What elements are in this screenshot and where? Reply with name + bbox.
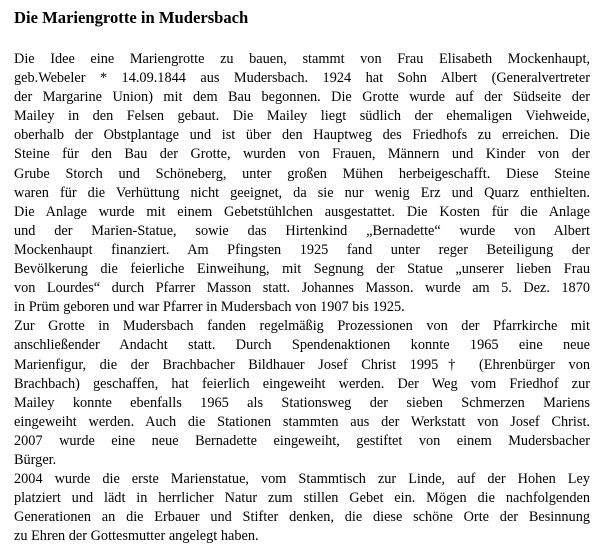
- paragraph: [14, 470, 590, 546]
- text-line: Grube Storch und Schöneberg, unter großen Mühen herbeigeschafft. Diese Steine: [14, 165, 590, 182]
- text-line: zu Ehren der Gottesmutter angelegt haben.: [14, 528, 259, 545]
- text-line: von Lourdes“ durch Pfarrer Masson statt. Johannes Masson. wurde am 5. Dez. 1870: [14, 280, 590, 297]
- text-line: oberhalb der Obstplantage und ist über den Hauptweg des Friedhofs zu erreichen. Die: [14, 127, 590, 144]
- text-line: Zur Grotte in Mudersbach fanden regelmäßig Prozessionen von der Pfarrkirche mit: [14, 318, 590, 335]
- text-line: 2007 wurde eine neue Bernadette eingeweiht, gestiftet von einem Mudersbacher: [14, 432, 590, 449]
- text-line: Bürger.: [14, 451, 57, 468]
- text-line: Marienfigur, die der Brachbacher Bildhauer Josef Christ 1995† (Ehrenbürger von: [14, 356, 590, 373]
- text-line: und der Marien-Statue, sowie das Hirtenkind „Bernadette“ wurde von Albert: [14, 222, 590, 239]
- text-line: anschließender Andacht statt. Durch Spendenaktionen konnte 1965 eine neue: [14, 337, 590, 354]
- text-line: waren für die Verhüttung nicht geeignet, da sie nur wenig Erz und Quarz enthielten.: [14, 184, 590, 201]
- document-body: [14, 50, 590, 546]
- text-line: in Prüm geboren und war Pfarrer in Mudersbach von 1907 bis 1925.: [14, 299, 405, 316]
- text-line: Mailey konnte ebenfalls 1965 als Stationsweg der sieben Schmerzen Mariens: [14, 394, 590, 411]
- text-line: Bevölkerung die feierliche Einweihung, mit Segnung der Statue „unserer lieben Frau: [14, 261, 590, 278]
- text-line: Die Anlage wurde mit einem Gebetstühlchen ausgestattet. Die Kosten für die Anlage: [14, 203, 590, 220]
- text-line: Brachbach) geschaffen, hat feierlich eingeweiht werden. Der Weg vom Friedhof zur: [14, 375, 590, 392]
- text-line: Die Idee eine Mariengrotte zu bauen, stammt von Frau Elisabeth Mockenhaupt,: [14, 51, 590, 67]
- text-line: geb.Webeler * 14.09.1844 aus Mudersbach. 1924 hat Sohn Albert (Generalvertreter: [14, 70, 590, 87]
- text-line: der Margarine Union) mit dem Bau begonnen. Die Grotte wurde auf der Südseite der: [14, 89, 590, 106]
- paragraph: [14, 317, 590, 470]
- text-line: platziert und lädt in herrlicher Natur zum stillen Gebet ein. Mögen die nachfolgenden: [14, 490, 590, 507]
- document-title: Die Mariengrotte in Mudersbach: [14, 8, 249, 27]
- text-line: Steine für den Bau der Grotte, wurden von Frauen, Männern und Kinder von der: [14, 146, 590, 163]
- text-line: eingeweiht werden. Auch die Stationen stammten aus der Werkstatt von Josef Christ.: [14, 413, 590, 430]
- paragraph: [14, 50, 590, 317]
- text-line: Mockenhaupt finanziert. Am Pfingsten 1925 fand unter reger Beteiligung der: [14, 241, 590, 258]
- text-line: Mailey in den Felsen gebaut. Die Mailey liegt südlich der ehemaligen Viehweide,: [14, 108, 590, 125]
- document-page: [14, 8, 590, 546]
- text-line: 2004 wurde die erste Marienstatue, vom Stammtisch zur Linde, auf der Hohen Ley: [14, 471, 590, 488]
- text-line: Generationen an die Erbauer und Stifter denken, die diese schöne Orte der Besinnung: [14, 509, 590, 526]
